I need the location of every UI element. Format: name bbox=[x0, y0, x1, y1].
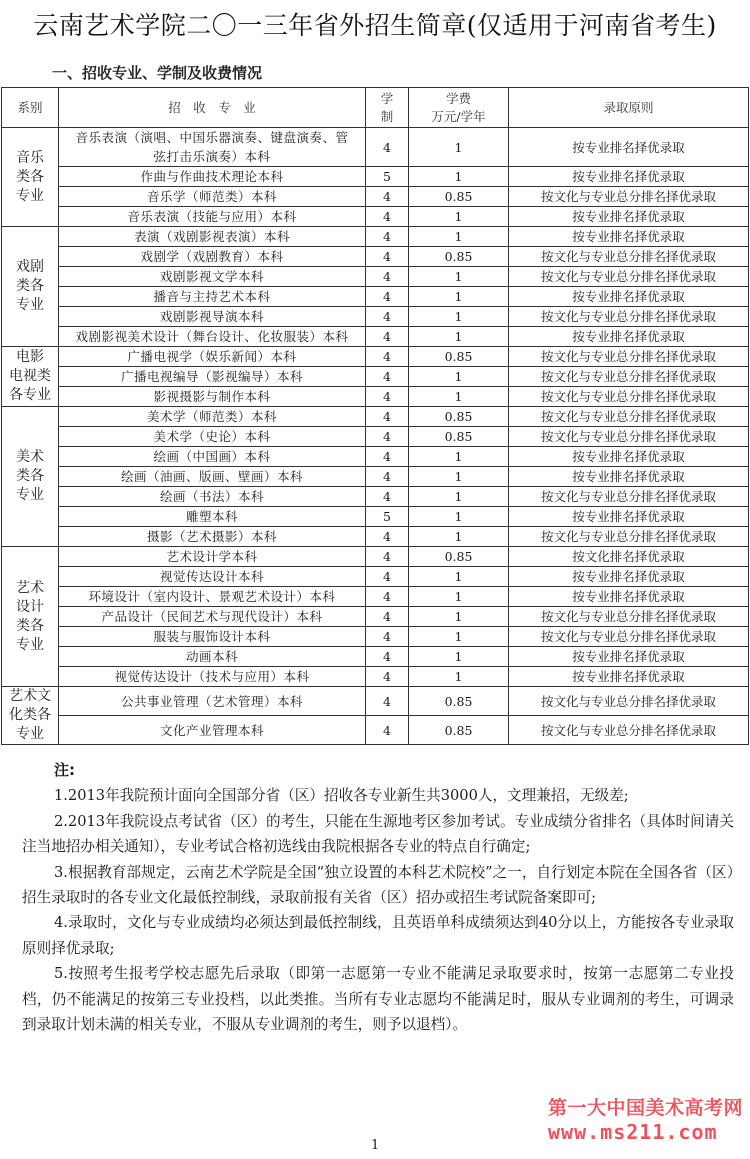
watermark-site-name: 第一大中国美术高考网 bbox=[548, 1097, 744, 1119]
rule-cell: 按专业排名择优录取 bbox=[509, 167, 749, 187]
table-row bbox=[2, 627, 749, 647]
department-label-line: 类各 bbox=[16, 278, 44, 294]
years-cell: 4 bbox=[366, 427, 409, 447]
major-cell bbox=[59, 547, 366, 567]
major-cell bbox=[59, 128, 366, 167]
major-cell bbox=[59, 227, 366, 247]
note-item: 1.2013年我院预计面向全国部分省（区）招收各专业新生共3000人，文理兼招，无级差; bbox=[54, 787, 629, 805]
table-row bbox=[2, 387, 749, 407]
years-cell: 5 bbox=[366, 507, 409, 527]
header-major: 招 收 专 业 bbox=[59, 88, 366, 128]
department-label-line: 化类各 bbox=[9, 707, 51, 723]
department-label-line: 戏剧 bbox=[16, 259, 44, 275]
major-cell bbox=[59, 647, 366, 667]
table-header-row bbox=[2, 88, 749, 128]
rule-cell: 按文化与专业总分排名择优录取 bbox=[509, 407, 749, 427]
major-cell bbox=[59, 267, 366, 287]
rule-cell: 按专业排名择优录取 bbox=[509, 207, 749, 227]
rule-cell: 按专业排名择优录取 bbox=[509, 447, 749, 467]
fee-cell: 1 bbox=[409, 667, 509, 687]
table-row bbox=[2, 716, 749, 745]
rule-cell: 按文化与专业总分排名择优录取 bbox=[509, 247, 749, 267]
header-years-line1: 学 bbox=[380, 90, 394, 106]
years-cell: 4 bbox=[366, 567, 409, 587]
major-cell bbox=[59, 367, 366, 387]
table-row bbox=[2, 467, 749, 487]
years-cell: 4 bbox=[366, 327, 409, 347]
years-cell: 4 bbox=[366, 227, 409, 247]
table-row bbox=[2, 128, 749, 167]
major-name: 播音与主持艺术本科 bbox=[153, 289, 271, 304]
major-name: 表演（戏剧影视表演）本科 bbox=[133, 229, 290, 244]
years-cell: 4 bbox=[366, 527, 409, 547]
major-cell bbox=[59, 407, 366, 427]
major-cell bbox=[59, 447, 366, 467]
table-row bbox=[2, 607, 749, 627]
major-name-continued: 弦打击乐演奏）本科 bbox=[153, 149, 271, 164]
fee-cell: 0.85 bbox=[409, 547, 509, 567]
section-heading: 一、招收专业、学制及收费情况 bbox=[52, 64, 263, 82]
fee-cell: 0.85 bbox=[409, 427, 509, 447]
table-row bbox=[2, 407, 749, 427]
fee-cell: 1 bbox=[409, 647, 509, 667]
table-row bbox=[2, 187, 749, 207]
fee-cell: 1 bbox=[409, 507, 509, 527]
major-name: 音乐表演（演唱、中国乐器演奏、键盘演奏、管 bbox=[75, 130, 349, 145]
fee-cell: 0.85 bbox=[409, 716, 509, 745]
years-cell: 4 bbox=[366, 547, 409, 567]
major-name: 戏剧影视文学本科 bbox=[159, 269, 264, 284]
years-cell: 4 bbox=[366, 128, 409, 167]
years-cell: 4 bbox=[366, 487, 409, 507]
fee-cell: 1 bbox=[409, 307, 509, 327]
table-row bbox=[2, 547, 749, 567]
table-row bbox=[2, 167, 749, 187]
table-row bbox=[2, 447, 749, 467]
years-cell: 4 bbox=[366, 407, 409, 427]
rule-cell: 按文化与专业总分排名择优录取 bbox=[509, 367, 749, 387]
table-row bbox=[2, 367, 749, 387]
years-cell: 4 bbox=[366, 267, 409, 287]
rule-cell: 按专业排名择优录取 bbox=[509, 567, 749, 587]
fee-cell: 1 bbox=[409, 467, 509, 487]
department-label-line: 美术 bbox=[16, 449, 44, 465]
department-label-line: 专业 bbox=[16, 297, 44, 313]
notes-section bbox=[22, 758, 734, 1037]
department-label-line: 类各 bbox=[16, 468, 44, 484]
department-label-line: 艺术 bbox=[16, 579, 44, 596]
department-label-line: 专业 bbox=[16, 487, 44, 503]
rule-cell: 按专业排名择优录取 bbox=[509, 287, 749, 307]
major-name: 视觉传达设计（技术与应用）本科 bbox=[114, 669, 310, 684]
table-row bbox=[2, 487, 749, 507]
major-cell bbox=[59, 587, 366, 607]
note-item: 4.录取时，文化与专业成绩均必须达到最低控制线，且英语单科成绩须达到40分以上，方能按各专业录取原则择优录取; bbox=[22, 914, 734, 957]
document-title: 云南艺术学院二〇一三年省外招生简章(仅适用于河南省考生) bbox=[33, 11, 717, 40]
fee-cell: 0.85 bbox=[409, 247, 509, 267]
rule-cell: 按文化与专业总分排名择优录取 bbox=[509, 267, 749, 287]
table-row bbox=[2, 667, 749, 687]
table-row bbox=[2, 327, 749, 347]
rule-cell: 按文化与专业总分排名择优录取 bbox=[509, 487, 749, 507]
rule-cell: 按专业排名择优录取 bbox=[509, 587, 749, 607]
major-cell bbox=[59, 427, 366, 447]
rule-cell: 按文化排名择优录取 bbox=[509, 547, 749, 567]
major-cell bbox=[59, 627, 366, 647]
years-cell: 4 bbox=[366, 667, 409, 687]
major-name: 文化产业管理本科 bbox=[159, 722, 264, 738]
department-label-line: 各专业 bbox=[9, 387, 51, 403]
rule-cell: 按专业排名择优录取 bbox=[509, 467, 749, 487]
major-name: 作曲与作曲技术理论本科 bbox=[140, 169, 284, 184]
major-cell bbox=[59, 487, 366, 507]
department-cell bbox=[2, 347, 59, 407]
years-cell: 4 bbox=[366, 387, 409, 407]
years-cell: 4 bbox=[366, 187, 409, 207]
major-cell bbox=[59, 387, 366, 407]
major-cell bbox=[59, 467, 366, 487]
years-cell: 4 bbox=[366, 647, 409, 667]
department-cell bbox=[2, 687, 59, 745]
fee-cell: 1 bbox=[409, 527, 509, 547]
fee-cell: 1 bbox=[409, 207, 509, 227]
note-item: 2.2013年我院设点考试省（区）的考生，只能在生源地考区参加考试。专业成绩分省排名（具体时间请关注当地招办相关通知），专业考试合格初选线由我院根据各专业的特点自行确定; bbox=[22, 812, 734, 856]
department-label-line: 艺术文 bbox=[9, 688, 51, 704]
major-cell bbox=[59, 167, 366, 187]
department-cell bbox=[2, 547, 59, 687]
department-label-line: 音乐 bbox=[16, 149, 44, 166]
table-row bbox=[2, 527, 749, 547]
fee-cell: 0.85 bbox=[409, 187, 509, 207]
major-name: 美术学（师范类）本科 bbox=[146, 409, 277, 424]
years-cell: 4 bbox=[366, 467, 409, 487]
table-row bbox=[2, 267, 749, 287]
table-row bbox=[2, 567, 749, 587]
header-years-line2: 制 bbox=[380, 108, 394, 124]
years-cell: 4 bbox=[366, 687, 409, 716]
note-item: 5.按照考生报考学校志愿先后录取（即第一志愿第一专业不能满足录取要求时，按第一志愿第二专业投档，仍不能满足的按第三专业投档，以此类推。当所有专业志愿均不能满足时，服从专业调剂的考生，可调录到录取计划未满的相关专业，不服从专业调剂的考生，则予以退档）。 bbox=[22, 965, 734, 1034]
major-name: 音乐学（师范类）本科 bbox=[146, 189, 277, 204]
major-name: 戏剧影视美术设计（舞台设计、化妆服装）本科 bbox=[75, 329, 349, 344]
notes-label: 注: bbox=[54, 761, 75, 779]
fee-cell: 1 bbox=[409, 167, 509, 187]
rule-cell: 按文化与专业总分排名择优录取 bbox=[509, 187, 749, 207]
rule-cell: 按文化与专业总分排名择优录取 bbox=[509, 627, 749, 647]
fee-cell: 1 bbox=[409, 387, 509, 407]
department-label-line: 专业 bbox=[16, 187, 44, 204]
major-name: 美术学（史论）本科 bbox=[153, 429, 271, 444]
department-label-line: 专业 bbox=[16, 726, 44, 742]
rule-cell: 按专业排名择优录取 bbox=[509, 507, 749, 527]
years-cell: 4 bbox=[366, 716, 409, 745]
rule-cell: 按文化与专业总分排名择优录取 bbox=[509, 387, 749, 407]
years-cell: 4 bbox=[366, 247, 409, 267]
department-label-line: 电影 bbox=[16, 349, 44, 365]
fee-cell: 0.85 bbox=[409, 407, 509, 427]
major-cell bbox=[59, 607, 366, 627]
header-fee bbox=[409, 88, 509, 128]
years-cell: 4 bbox=[366, 307, 409, 327]
department-cell bbox=[2, 227, 59, 347]
major-cell bbox=[59, 667, 366, 687]
fee-cell: 1 bbox=[409, 287, 509, 307]
header-fee-line2: 万元/学年 bbox=[431, 108, 486, 124]
major-cell bbox=[59, 287, 366, 307]
major-cell bbox=[59, 687, 366, 716]
rule-cell: 按文化与专业总分排名择优录取 bbox=[509, 307, 749, 327]
major-name: 产品设计（民间艺术与现代设计）本科 bbox=[101, 609, 323, 624]
rule-cell: 按文化与专业总分排名择优录取 bbox=[509, 427, 749, 447]
fee-cell: 1 bbox=[409, 587, 509, 607]
header-fee-line1: 学费 bbox=[445, 90, 471, 106]
major-name: 戏剧学（戏剧教育）本科 bbox=[140, 249, 284, 264]
major-name: 摄影（艺术摄影）本科 bbox=[146, 529, 277, 544]
table-row bbox=[2, 507, 749, 527]
major-name: 视觉传达设计本科 bbox=[159, 569, 264, 584]
watermark bbox=[548, 1093, 743, 1144]
fee-cell: 1 bbox=[409, 487, 509, 507]
fee-cell: 1 bbox=[409, 367, 509, 387]
department-label-line: 专业 bbox=[16, 636, 44, 653]
major-name: 动画本科 bbox=[185, 649, 238, 664]
years-cell: 4 bbox=[366, 367, 409, 387]
table-row bbox=[2, 587, 749, 607]
department-cell bbox=[2, 128, 59, 227]
table-row bbox=[2, 427, 749, 447]
years-cell: 5 bbox=[366, 167, 409, 187]
major-cell bbox=[59, 527, 366, 547]
table-row bbox=[2, 287, 749, 307]
fee-cell: 0.85 bbox=[409, 347, 509, 367]
rule-cell: 按文化与专业总分排名择优录取 bbox=[509, 687, 749, 716]
major-name: 音乐表演（技能与应用）本科 bbox=[127, 209, 297, 224]
major-name: 绘画（中国画）本科 bbox=[153, 449, 271, 464]
table-row bbox=[2, 247, 749, 267]
watermark-url: www.ms211.com bbox=[548, 1120, 718, 1144]
rule-cell: 按专业排名择优录取 bbox=[509, 227, 749, 247]
header-rule: 录取原则 bbox=[509, 88, 749, 128]
major-cell bbox=[59, 507, 366, 527]
years-cell: 4 bbox=[366, 287, 409, 307]
major-name: 服装与服饰设计本科 bbox=[153, 629, 271, 644]
major-name: 环境设计（室内设计、景观艺术设计）本科 bbox=[88, 589, 336, 604]
years-cell: 4 bbox=[366, 627, 409, 647]
table-row bbox=[2, 347, 749, 367]
years-cell: 4 bbox=[366, 347, 409, 367]
major-cell bbox=[59, 716, 366, 745]
rule-cell: 按文化与专业总分排名择优录取 bbox=[509, 716, 749, 745]
header-department: 系别 bbox=[2, 88, 59, 128]
major-name: 广播电视编导（影视编导）本科 bbox=[120, 369, 303, 384]
major-name: 绘画（书法）本科 bbox=[159, 489, 264, 504]
years-cell: 4 bbox=[366, 447, 409, 467]
major-cell bbox=[59, 187, 366, 207]
years-cell: 4 bbox=[366, 587, 409, 607]
note-item: 3.根据教育部规定，云南艺术学院是全国“独立设置的本科艺术院校”之一，自行划定本院在全国各省（区）招生录取时的各专业文化最低控制线，录取前报有关省（区）招办或招生考试院备案即可; bbox=[22, 863, 734, 907]
years-cell: 4 bbox=[366, 607, 409, 627]
major-name: 戏剧影视导演本科 bbox=[159, 309, 264, 324]
fee-cell: 1 bbox=[409, 327, 509, 347]
header-years bbox=[366, 88, 409, 128]
major-cell bbox=[59, 347, 366, 367]
fee-cell: 1 bbox=[409, 447, 509, 467]
table-row bbox=[2, 207, 749, 227]
major-cell bbox=[59, 567, 366, 587]
fee-cell: 1 bbox=[409, 227, 509, 247]
rule-cell: 按专业排名择优录取 bbox=[509, 128, 749, 167]
fee-cell: 1 bbox=[409, 267, 509, 287]
major-cell bbox=[59, 327, 366, 347]
rule-cell: 按专业排名择优录取 bbox=[509, 327, 749, 347]
page-number: 1 bbox=[371, 1138, 380, 1153]
department-label-line: 类各 bbox=[16, 168, 44, 185]
majors-table bbox=[1, 87, 749, 745]
major-name: 雕塑本科 bbox=[185, 509, 238, 524]
department-label-line: 设计 bbox=[16, 598, 44, 615]
major-cell bbox=[59, 207, 366, 227]
table-row bbox=[2, 687, 749, 716]
table-row bbox=[2, 227, 749, 247]
major-name: 公共事业管理（艺术管理）本科 bbox=[120, 693, 303, 709]
years-cell: 4 bbox=[366, 207, 409, 227]
department-cell bbox=[2, 407, 59, 547]
major-cell bbox=[59, 307, 366, 327]
table-body bbox=[2, 128, 749, 745]
rule-cell: 按文化与专业总分排名择优录取 bbox=[509, 607, 749, 627]
fee-cell: 1 bbox=[409, 627, 509, 647]
major-cell bbox=[59, 247, 366, 267]
department-label-line: 类各 bbox=[16, 617, 44, 634]
rule-cell: 按文化与专业总分排名择优录取 bbox=[509, 527, 749, 547]
major-name: 绘画（油画、版画、壁画）本科 bbox=[120, 469, 303, 484]
major-name: 影视摄影与制作本科 bbox=[153, 389, 271, 404]
fee-cell: 1 bbox=[409, 567, 509, 587]
fee-cell: 1 bbox=[409, 607, 509, 627]
fee-cell: 0.85 bbox=[409, 687, 509, 716]
rule-cell: 按专业排名择优录取 bbox=[509, 647, 749, 667]
department-label-line: 电视类 bbox=[9, 368, 51, 384]
fee-cell: 1 bbox=[409, 128, 509, 167]
table-row bbox=[2, 647, 749, 667]
major-name: 艺术设计学本科 bbox=[166, 549, 258, 564]
rule-cell: 按文化与专业总分排名择优录取 bbox=[509, 347, 749, 367]
major-name: 广播电视学（娱乐新闻）本科 bbox=[127, 349, 297, 364]
table-row bbox=[2, 307, 749, 327]
rule-cell: 按专业排名择优录取 bbox=[509, 667, 749, 687]
